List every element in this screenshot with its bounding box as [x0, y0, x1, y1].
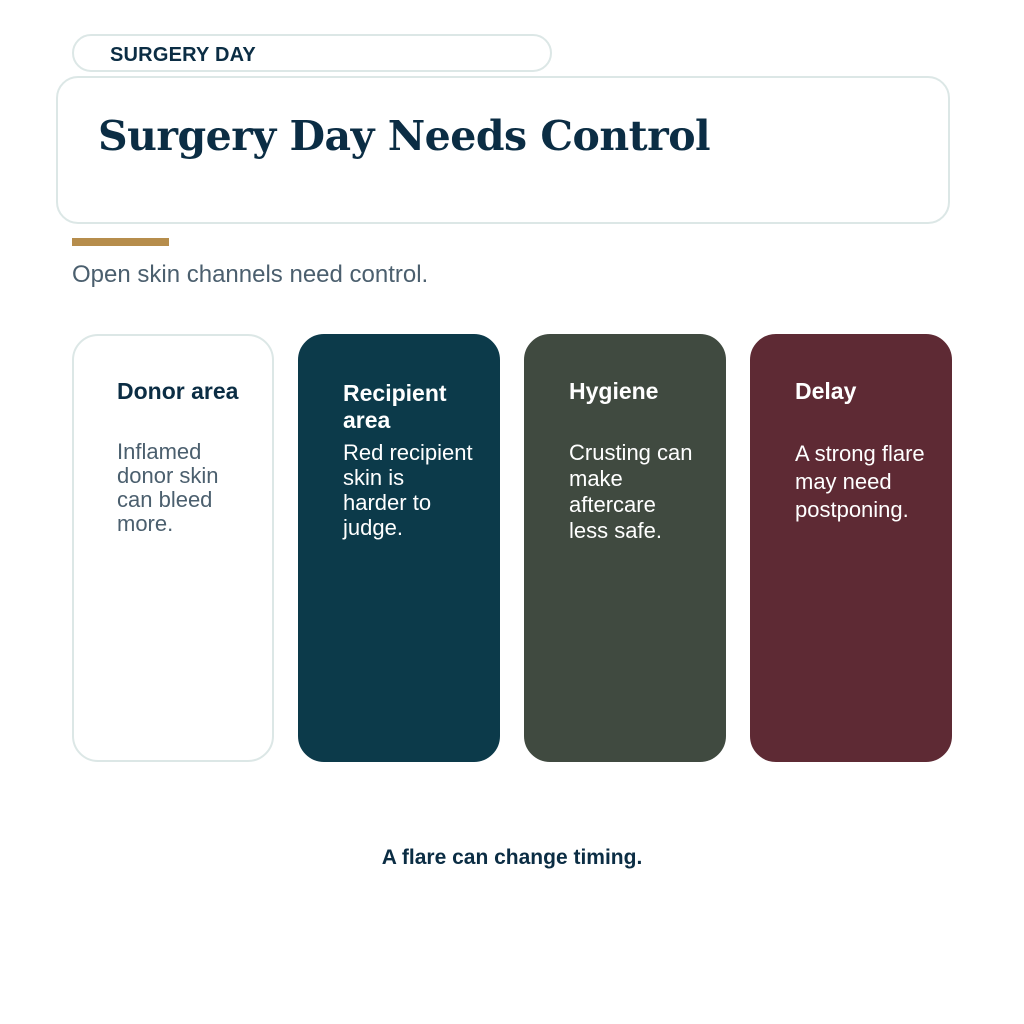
card-title: Hygiene: [569, 378, 659, 404]
card-recipient-area: [298, 334, 500, 762]
card-text: Red recipient skin is harder to judge.: [343, 440, 473, 540]
card-title: Delay: [795, 378, 857, 404]
card-text: Crusting can make aftercare less safe.: [569, 440, 693, 543]
card-title: Recipient area: [343, 380, 447, 433]
page-title: Surgery Day Needs Control: [98, 112, 711, 160]
title-card: [56, 76, 950, 224]
accent-bar: [72, 238, 169, 246]
section-tag-label: SURGERY DAY: [110, 44, 256, 66]
card-title: Donor area: [117, 378, 239, 404]
card-text: A strong flare may need postponing.: [795, 441, 925, 522]
page-subtitle: Open skin channels need control.: [72, 261, 429, 288]
card-donor-area: [72, 334, 274, 762]
footer-note: A flare can change timing.: [381, 846, 643, 869]
section-tag: [72, 34, 552, 72]
card-delay: [750, 334, 952, 762]
card-text: Inflamed donor skin can bleed more.: [117, 439, 219, 536]
card-hygiene: [524, 334, 726, 762]
